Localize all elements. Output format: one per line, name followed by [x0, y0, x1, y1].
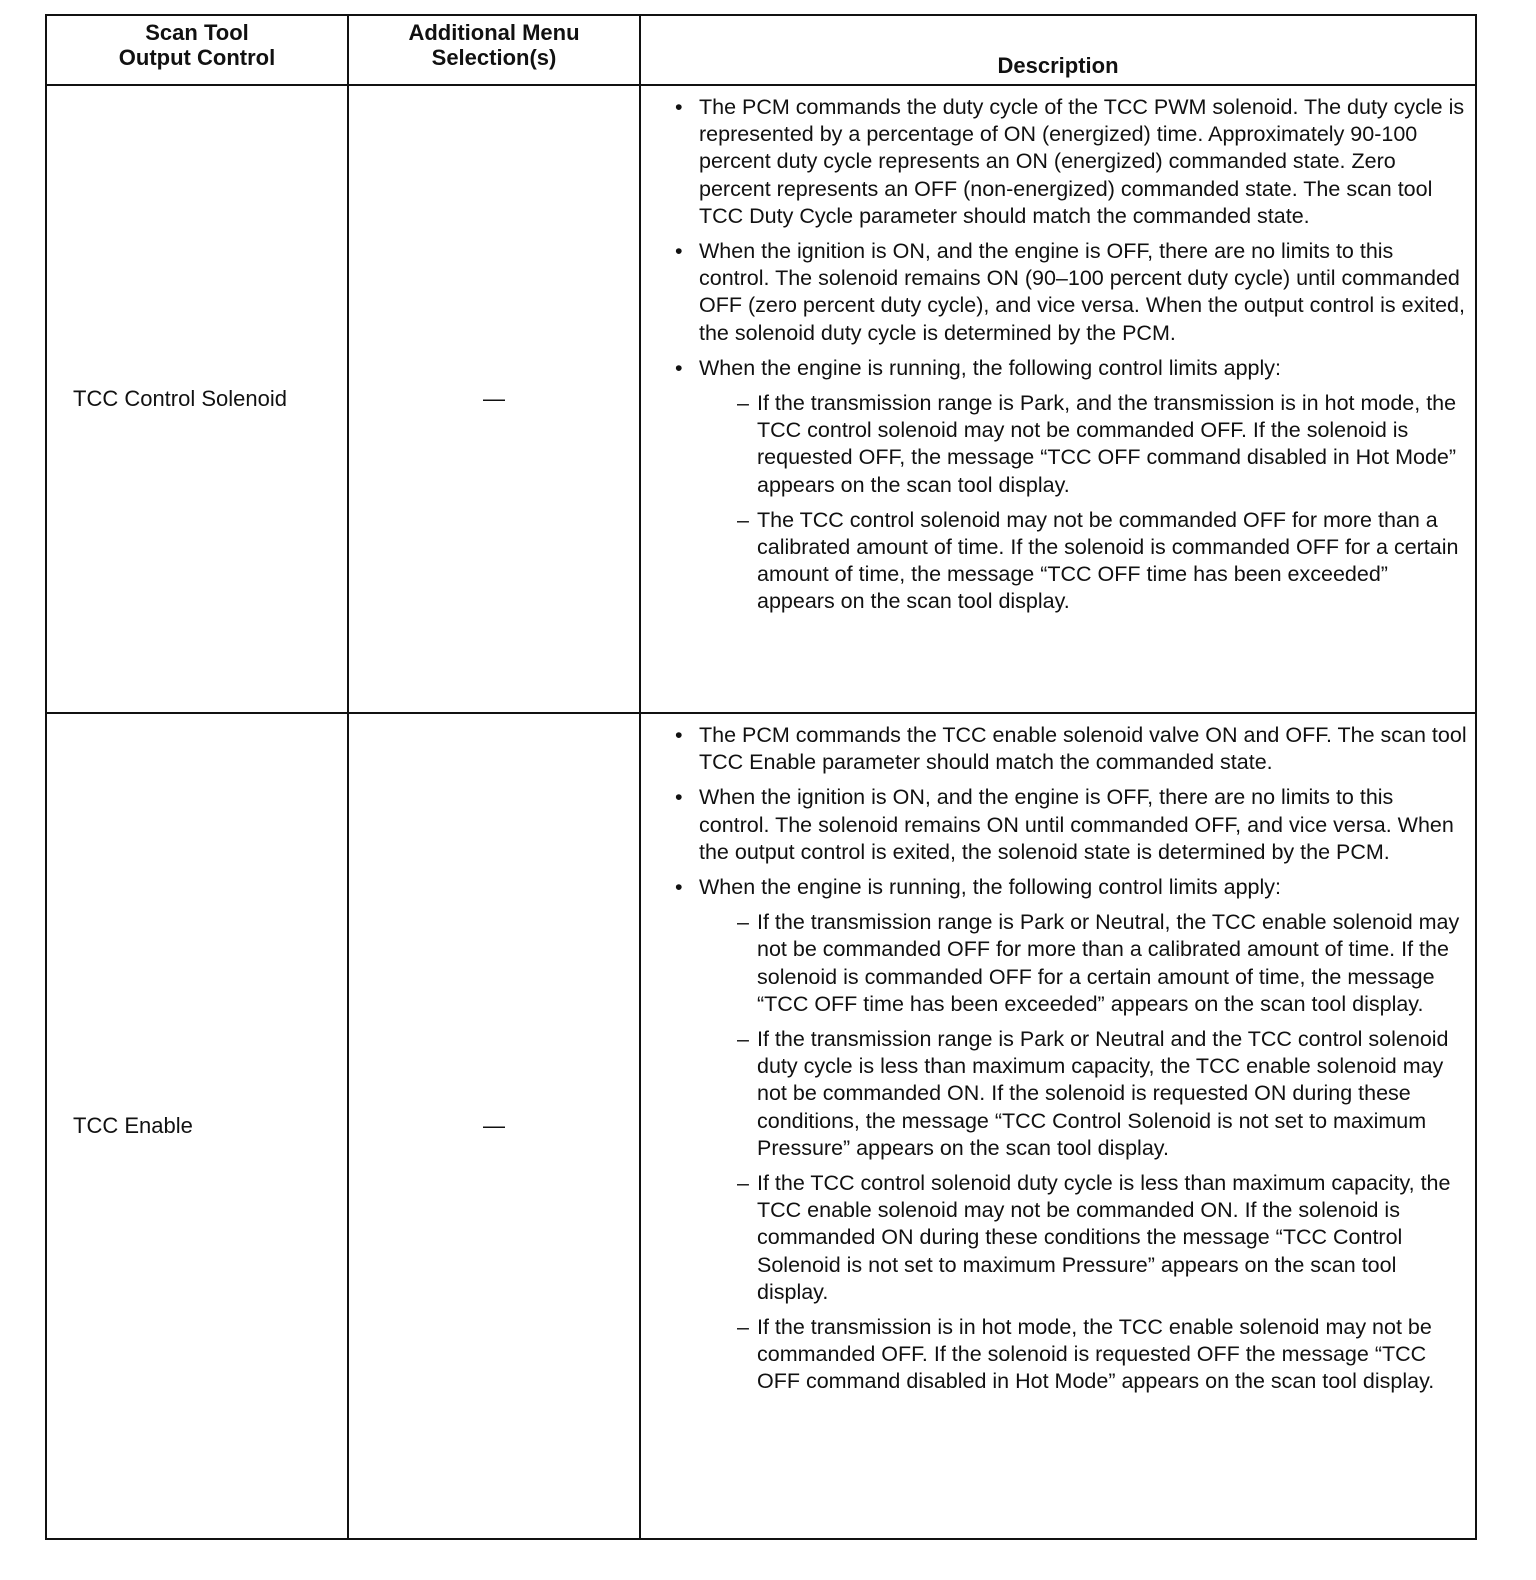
control-limit-text: If the transmission is in hot mode, the TCC enable solenoid may not be commanded OFF. If the solenoid is requested OFF the message “TCC OFF command disabled in Hot Mode” appears on the scan tool display. [757, 1315, 1435, 1394]
description-cell [640, 85, 1476, 713]
table-header [46, 15, 1476, 85]
bullet-marker: • [675, 723, 683, 747]
bullet-text: When the ignition is ON, and the engine is OFF, there are no limits to this control. The solenoid remains ON until commanded OFF, and vice versa. When the output control is exited, the solenoid state is determined by the PCM. [699, 785, 1454, 864]
bullet-marker: • [675, 95, 683, 119]
control-limits-list [699, 909, 1467, 1395]
description-bullet [671, 722, 1467, 776]
additional-menu-selection: — [348, 713, 640, 1539]
dash-marker: – [737, 910, 749, 935]
bullet-marker: • [675, 239, 683, 264]
description-bullet-list [671, 94, 1467, 616]
output-control-name: TCC Enable [46, 713, 348, 1539]
description-bullet-list [671, 722, 1467, 1396]
bullet-text: When the engine is running, the following control limits apply: [699, 355, 1282, 380]
control-limit-text: If the transmission range is Park or Neutral, the TCC enable solenoid may not be commanded OFF for more than a calibrated amount of time. If the solenoid is commanded OFF for a certain amount of time, the message “TCC OFF time has been exceeded” appears on the scan tool display. [757, 910, 1460, 1016]
output-control-name: TCC Control Solenoid [46, 85, 348, 713]
description-bullet [671, 238, 1467, 347]
header-col2-line1: Additional Menu [408, 20, 580, 45]
additional-menu-selection: — [348, 85, 640, 713]
control-limit-text: If the TCC control solenoid duty cycle is less than maximum capacity, the TCC enable solenoid may not be commanded ON. If the solenoid is commanded ON during these conditions the message “TCC Control Solenoid is not set to maximum Pressure” appears on the scan tool display. [757, 1171, 1451, 1304]
description-bullet [671, 94, 1467, 230]
bullet-text: When the ignition is ON, and the engine is OFF, there are no limits to this control. The solenoid remains ON (90–100 percent duty cycle) until commanded OFF (zero percent duty cycle), and vice versa. When the output control is exited, the solenoid duty cycle is determined by the PCM. [699, 239, 1465, 345]
bullet-marker: • [675, 355, 683, 380]
bullet-marker: • [675, 785, 683, 810]
dash-marker: – [737, 391, 749, 416]
control-limits-list [699, 390, 1467, 616]
control-limit-text: The TCC control solenoid may not be commanded OFF for more than a calibrated amount of time. If the solenoid is commanded OFF for a certain amount of time, the message “TCC OFF time has been exceeded” appears on the scan tool display. [757, 507, 1459, 614]
bullet-text: When the engine is running, the following control limits apply: [699, 875, 1282, 900]
control-limit-item [699, 909, 1467, 1018]
control-limit-item [699, 1170, 1467, 1306]
header-additional-menu-selections [348, 15, 640, 85]
header-description: Description [640, 15, 1476, 85]
dash-marker: – [737, 1315, 749, 1340]
control-limit-item [699, 507, 1467, 616]
dash-marker: – [737, 507, 749, 532]
bullet-text: The PCM commands the duty cycle of the TCC PWM solenoid. The duty cycle is represented by a percentage of ON (energized) time. Approximately 90-100 percent duty cycle represents an ON (energized) commanded state. Zero percent represents an OFF (non-energized) commanded state. The scan tool TCC Duty Cycle parameter should match the commanded state. [699, 95, 1465, 228]
header-scan-tool-output-control [46, 15, 348, 85]
description-bullet [671, 874, 1467, 1396]
description-cell [640, 713, 1476, 1539]
bullet-marker: • [675, 875, 683, 900]
dash-marker: – [737, 1171, 749, 1196]
header-col1-line1: Scan Tool [145, 20, 249, 45]
document-page [45, 14, 1475, 1540]
header-row [46, 15, 1476, 85]
description-bullet [671, 355, 1467, 616]
control-limit-item [699, 1026, 1467, 1162]
header-col2-line2: Selection(s) [431, 45, 557, 70]
control-limit-item [699, 1314, 1467, 1396]
control-limit-text: If the transmission range is Park, and the transmission is in hot mode, the TCC control solenoid may not be commanded OFF. If the solenoid is requested OFF, the message “TCC OFF command disabled in Hot Mode” appears on the scan tool display. [757, 391, 1457, 497]
header-col1-line2: Output Control [118, 45, 276, 70]
table-row [46, 713, 1476, 1539]
bullet-text: The PCM commands the TCC enable solenoid valve ON and OFF. The scan tool TCC Enable parameter should match the commanded state. [699, 723, 1467, 775]
dash-marker: – [737, 1027, 749, 1052]
description-bullet [671, 784, 1467, 866]
control-limit-text: If the transmission range is Park or Neutral and the TCC control solenoid duty cycle is less than maximum capacity, the TCC enable solenoid may not be commanded ON. If the solenoid is requested ON during these conditions, the message “TCC Control Solenoid is not set to maximum Pressure” appears on the scan tool display. [757, 1027, 1449, 1160]
output-control-table [45, 14, 1477, 1540]
table-row [46, 85, 1476, 713]
control-limit-item [699, 390, 1467, 499]
table-body [46, 85, 1476, 1539]
